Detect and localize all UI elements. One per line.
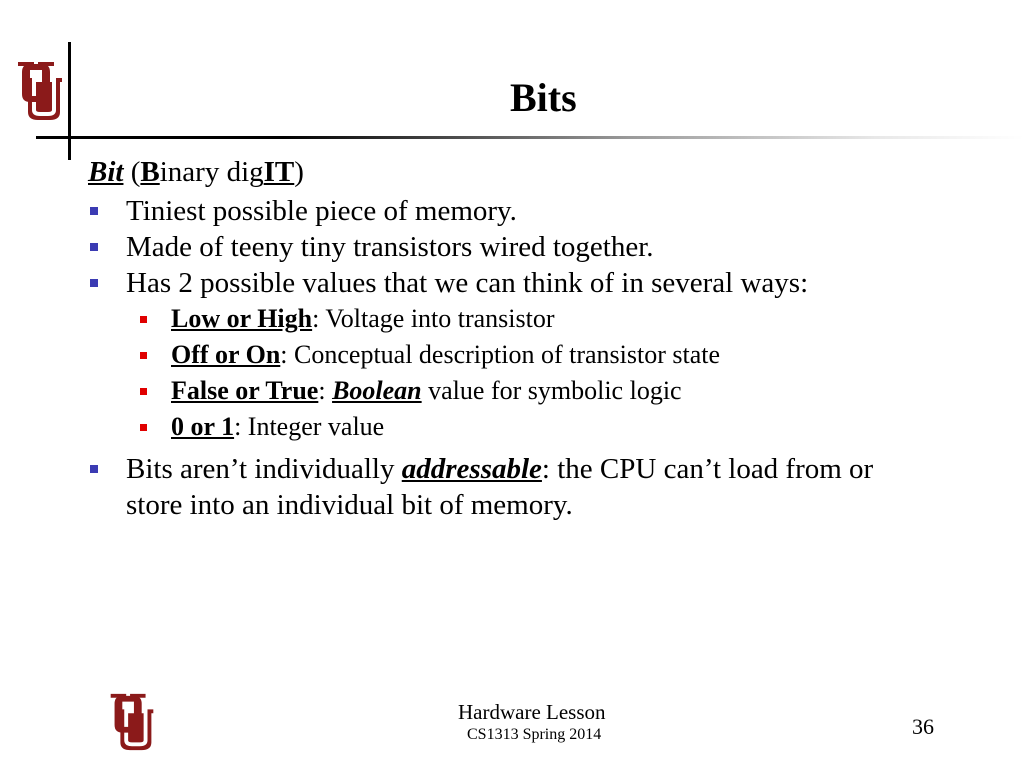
subbullet-text: : Voltage into transistor bbox=[312, 304, 555, 333]
ou-logo-bottom bbox=[108, 690, 156, 752]
subbullet-2 bbox=[88, 337, 988, 373]
subbullet-text: : Conceptual description of transistor state bbox=[280, 340, 721, 369]
subbullet-text: value for symbolic logic bbox=[421, 376, 682, 405]
subbullet-term: False or True bbox=[171, 376, 319, 405]
footer-lesson: Hardware Lesson bbox=[458, 700, 606, 724]
intro-close: ) bbox=[294, 156, 304, 188]
bullet-2: Made of teeny tiny transistors wired together. bbox=[88, 229, 988, 265]
bullet-4-rest: : the CPU can’t load from or store into an individual bit of memory. bbox=[126, 453, 874, 521]
intro-open: ( bbox=[123, 156, 141, 188]
ou-logo-top bbox=[18, 58, 62, 122]
page-number: 36 bbox=[912, 714, 934, 739]
slide-body bbox=[88, 154, 988, 523]
intro-it: IT bbox=[263, 156, 295, 188]
subbullet-term-boolean: Boolean bbox=[332, 376, 422, 405]
intro-b: B bbox=[140, 156, 160, 188]
subbullet-1 bbox=[88, 301, 988, 337]
subbullet-term: Low or High bbox=[171, 304, 313, 333]
bullet-4-term: addressable bbox=[401, 453, 542, 485]
bullet-3: Has 2 possible values that we can think of in several ways: bbox=[88, 265, 988, 301]
bullet-4 bbox=[88, 451, 926, 523]
intro-line bbox=[88, 154, 988, 193]
bullet-1: Tiniest possible piece of memory. bbox=[88, 193, 988, 229]
subbullet-4 bbox=[88, 409, 988, 445]
subbullet-term: Off or On bbox=[171, 340, 281, 369]
horizontal-rule bbox=[36, 136, 1024, 139]
vertical-rule bbox=[68, 42, 71, 160]
intro-term: Bit bbox=[88, 156, 124, 188]
slide-title: Bits bbox=[510, 75, 577, 120]
subbullet-sep: : bbox=[318, 376, 333, 405]
intro-mid: inary dig bbox=[159, 156, 264, 188]
subbullet-term: 0 or 1 bbox=[171, 412, 235, 441]
bullet-4-pre: Bits aren’t individually bbox=[126, 453, 402, 485]
subbullet-3 bbox=[88, 373, 988, 409]
subbullet-text: : Integer value bbox=[234, 412, 385, 441]
footer-course: CS1313 Spring 2014 bbox=[467, 726, 602, 743]
